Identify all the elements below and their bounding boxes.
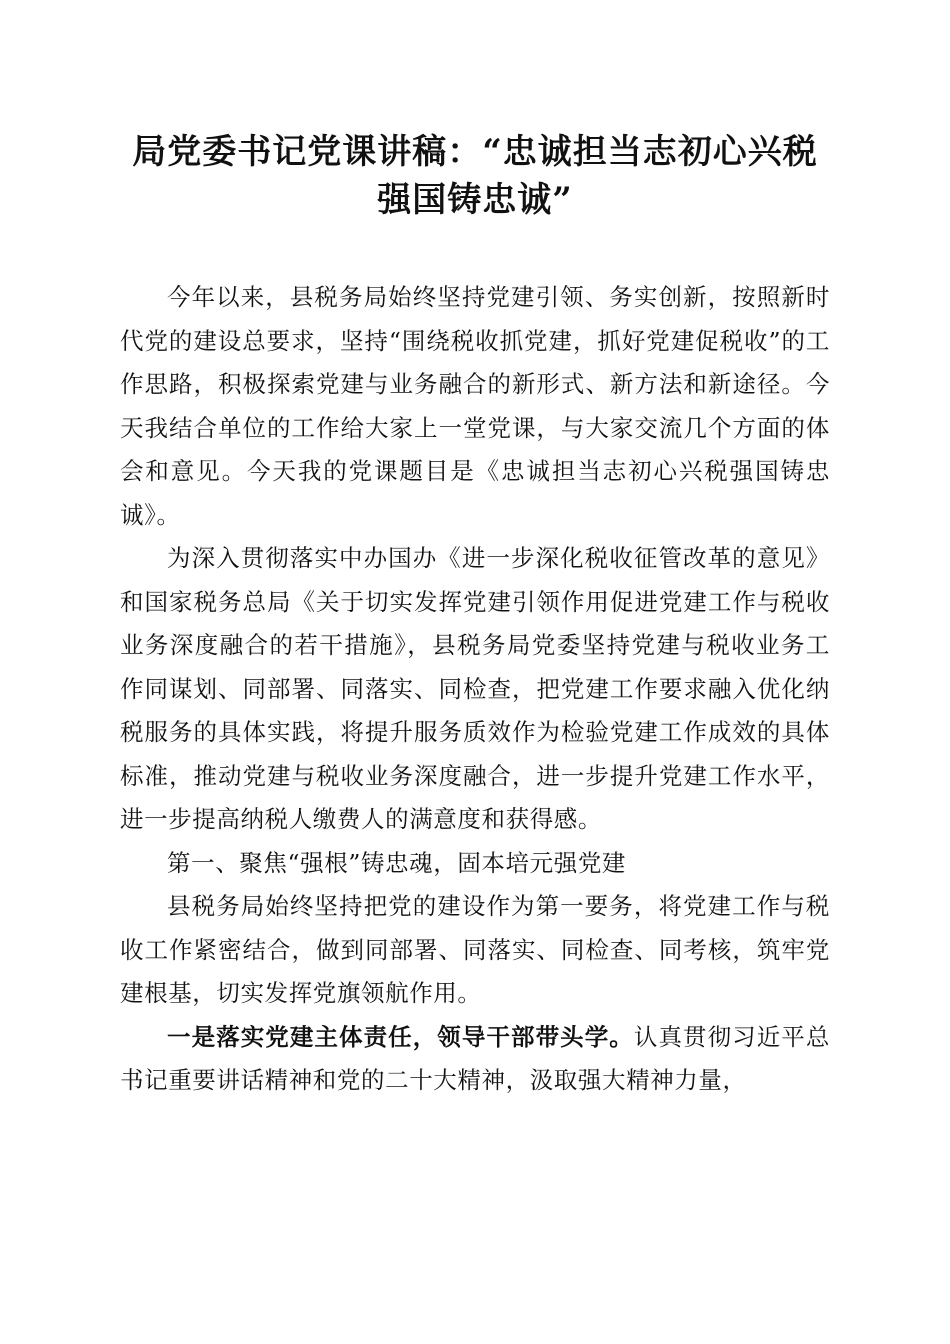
title-line-2: 强国铸忠诚” [377, 180, 573, 220]
paragraph-implementation: 为深入贯彻落实中办国办《进一步深化税收征管改革的意见》和国家税务总局《关于切实发挥党建引领作用促进党建工作与税收业务深度融合的若干措施》，县税务局党委坚持党建与税收业务工作同谋划、同部署、同落实、同检查，把党建工作要求融入优化纳税服务的具体实践，将提升服务质效作为检验党建工作成效的具体标准，推动党建与税收业务深度融合，进一步提升党建工作水平，进一步提高纳税人缴费人的满意度和获得感。 [120, 544, 830, 833]
paragraph-lead-bold: 一是落实党建主体责任，领导干部带头学。 [167, 1022, 634, 1051]
title-line-1: 局党委书记党课讲稿：“忠诚担当志初心兴税 [132, 132, 818, 172]
paragraph-responsibility [120, 1016, 830, 1103]
section-heading-first: 第一、聚焦“强根”铸忠魂，固本培元强党建 [167, 848, 627, 877]
paragraph-intro: 今年以来，县税务局始终坚持党建引领、务实创新，按照新时代党的建设总要求，坚持“围绕税收抓党建，抓好党建促税收”的工作思路，积极探索党建与业务融合的新形式、新方法和新途径。今天我结合单位的工作给大家上一堂党课，与大家交流几个方面的体会和意见。今天我的党课题目是《忠诚担当志初心兴税强国铸忠诚》。 [120, 283, 830, 529]
document-body [120, 276, 830, 1103]
paragraph-lead-rest: 认真贯彻习近平总书记重要讲话精神和党的二十大精神，汲取强大精神力量， [120, 1022, 830, 1094]
document-title [110, 128, 840, 224]
paragraph-party-building: 县税务局始终坚持把党的建设作为第一要务，将党建工作与税收工作紧密结合，做到同部署、同落实、同检查、同考核，筑牢党建根基，切实发挥党旗领航作用。 [120, 892, 830, 1007]
